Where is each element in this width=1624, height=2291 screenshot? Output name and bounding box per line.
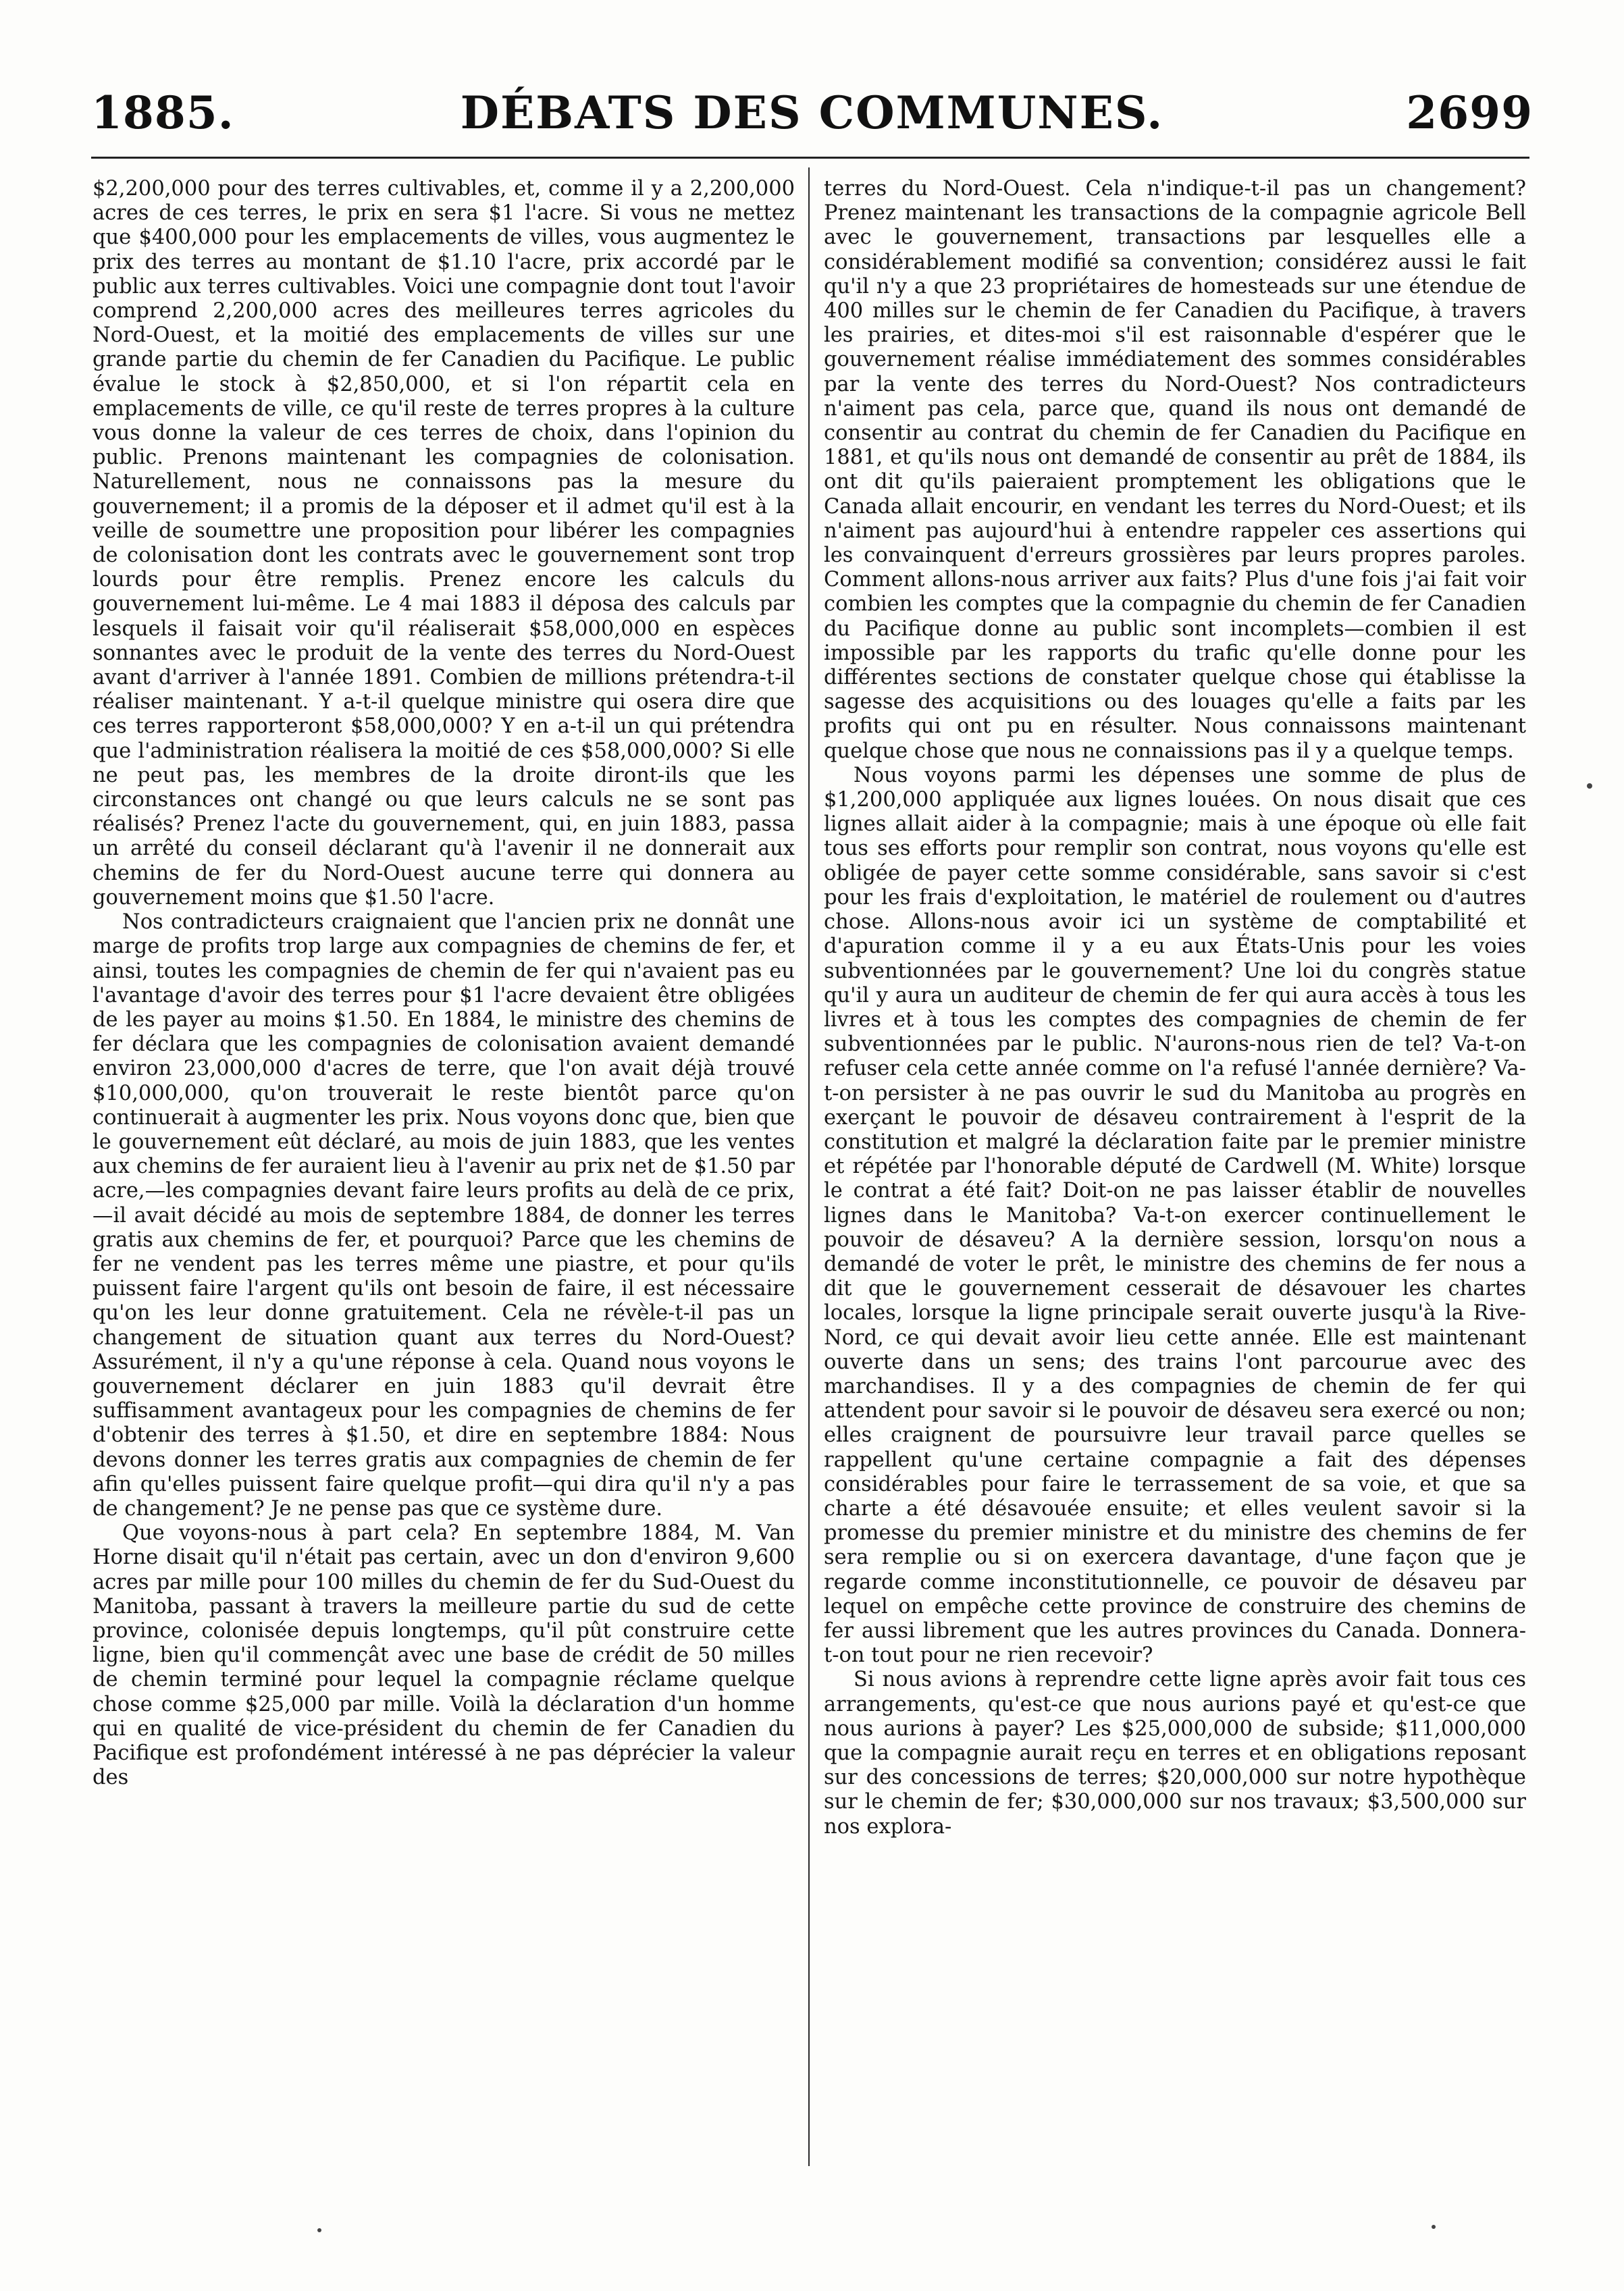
right-column: [824, 177, 1526, 1839]
right-paragraph-2: Nous voyons parmi les dépenses une somme de plus de $1,200,000 appliquée aux lignes louées. On nous disait que ces lignes allait aider à la compagnie; mais à une époque où elle fait tous ses efforts pour remplir son contrat, nous voyons qu'elle est obligée de payer cette somme considérable, sans savoir si c'est pour les frais d'exploitation, le matériel de roulement ou d'autres chose. Allons-nous avoir ici un système de comptabilité et d'apuration comme il y a eu aux États-Unis pour les voies subventionnées par le gouvernement? Une loi du congrès statue qu'il y aura un auditeur de chemin de fer qui aura accès à tous les livres et à tous les comptes des compagnies de chemin de fer subventionnées par le public. N'aurons-nous rien de tel? Va-t-on refuser cela cette année comme on l'a refusé l'année dernière? Va-t-on persister à ne pas ouvrir le sud du Manitoba au progrès en exerçant le pouvoir de désaveu contrairement à l'esprit de la constitution et malgré la déclaration faite par le premier ministre et répétée par l'honorable député de Cardwell (M. White) lorsque le contrat a été fait? Doit-on ne pas laisser établir de nouvelles lignes dans le Manitoba? Va-t-on exercer continuellement le pouvoir de désaveu? A la dernière session, lorsqu'on nous a demandé de voter le prêt, le ministre des chemins de fer nous a dit que le gouvernement cesserait de désavouer les chartes locales, lorsque la ligne principale serait ouverte jusqu'à la Rive-Nord, ce qui devait avoir lieu cette année. Elle est maintenant ouverte dans un sens; des trains l'ont parcourue avec des marchandises. Il y a des compagnies de chemin de fer qui attendent pour savoir si le pouvoir de désaveu sera exercé ou non; elles craignent de poursuivre leur travail parce quelles se rappellent qu'une certaine compagnie a fait des dépenses considérables pour faire le terrassement de sa voie, et que sa charte a été désavouée ensuite; et elles veulent savoir si la promesse du premier ministre et du ministre des chemins de fer sera remplie ou si on exercera davantage, d'une façon que je regarde comme inconstitutionnelle, ce pouvoir de désaveu par lequel on empêche cette province de construire des chemins de fer aussi librement que les autres provinces du Canada. Donnera-t-on tout pour ne rien recevoir?: [824, 763, 1526, 1668]
header-page-number: 2699: [1406, 86, 1533, 139]
scan-speck: [317, 2228, 321, 2232]
header-rule: [91, 157, 1529, 159]
left-column: [93, 177, 795, 1790]
scan-speck: [1587, 783, 1592, 789]
header-title: DÉBATS DES COMMUNES.: [460, 86, 1164, 139]
running-header: [91, 86, 1533, 147]
scan-speck: [1432, 2225, 1436, 2229]
right-paragraph-1: terres du Nord-Ouest. Cela n'indique-t-il pas un changement? Prenez maintenant les transactions de la compagnie agricole Bell avec le gouvernement, transactions par lesquelles elle a considérablement modifié sa convention; considérez aussi le fait qu'il n'y a que 23 propriétaires de homesteads sur une étendue de 400 milles sur le chemin de fer Canadien du Pacifique, à travers les prairies, et dites-moi s'il est raisonnable d'espérer que le gouvernement réalise immédiatement des sommes considérables par la vente des terres du Nord-Ouest? Nos contradicteurs n'aiment pas cela, parce que, quand ils nous ont demandé de consentir au contrat du chemin de fer Canadien du Pacifique en 1881, et qu'ils nous ont demandé de consentir au prêt de 1884, ils ont dit qu'ils paieraient promptement les obligations que le Canada allait encourir, en vendant les terres du Nord-Ouest; et ils n'aiment pas aujourd'hui à entendre rappeler ces assertions qui les convainquent d'erreurs grossières par leurs propres paroles. Comment allons-nous arriver aux faits? Plus d'une fois j'ai fait voir combien les comptes que la compagnie du chemin de fer Canadien du Pacifique donne au public sont incomplets—combien il est impossible par les rapports du trafic qu'elle donne pour les différentes sections de constater quelque chose qui établisse la sagesse des acquisitions ou des louages qu'elle a faits par les profits qui ont pu en résulter. Nous connaissons maintenant quelque chose que nous ne connaissions pas il y a quelque temps.: [824, 177, 1526, 763]
left-paragraph-3: Que voyons-nous à part cela? En septembre 1884, M. Van Horne disait qu'il n'était pas certain, avec un don d'environ 9,600 acres par mille pour 100 milles du chemin de fer du Sud-Ouest du Manitoba, passant à travers la meilleure partie du sud de cette province, colonisée depuis longtemps, qu'il pût construire cette ligne, bien qu'il commençât avec une base de crédit de 50 milles de chemin terminé pour lequel la compagnie réclame quelque chose comme $25,000 par mille. Voilà la déclaration d'un homme qui en qualité de vice-président du chemin de fer Canadien du Pacifique est profondément intéressé à ne pas déprécier la valeur des: [93, 1521, 795, 1790]
left-paragraph-2: Nos contradicteurs craignaient que l'ancien prix ne donnât une marge de profits trop large aux compagnies de chemins de fer, et ainsi, toutes les compagnies de chemin de fer qui n'avaient pas eu l'avantage d'avoir des terres pour $1 l'acre devaient être obligées de les payer au moins $1.50. En 1884, le ministre des chemins de fer déclara que les compagnies de colonisation avaient demandé environ 23,000,000 d'acres de terre, que l'on avait déjà trouvé $10,000,000, qu'on trouverait le reste bientôt parce qu'on continuerait à augmenter les prix. Nous voyons donc que, bien que le gouvernement eût déclaré, au mois de juin 1883, que les ventes aux chemins de fer auraient lieu à l'avenir au prix net de $1.50 par acre,—les compagnies devant faire leurs profits au delà de ce prix,—il avait décidé au mois de septembre 1884, de donner les terres gratis aux chemins de fer, et pourquoi? Parce que les chemins de fer ne vendent pas les terres même une piastre, et pour qu'ils puissent faire l'argent qu'ils ont besoin de faire, il est nécessaire qu'on les leur donne gratuitement. Cela ne révèle-t-il pas un changement de situation quant aux terres du Nord-Ouest? Assurément, il n'y a qu'une réponse à cela. Quand nous voyons le gouvernement déclarer en juin 1883 qu'il devrait être suffisamment avantageux pour les compagnies de chemins de fer d'obtenir des terres à $1.50, et dire en septembre 1884: Nous devons donner les terres gratis aux compagnies de chemin de fer afin qu'elles puissent faire quelque profit—qui dira qu'il n'y a pas de changement? Je ne pense pas que ce système dure.: [93, 910, 795, 1521]
left-paragraph-1: $2,200,000 pour des terres cultivables, et, comme il y a 2,200,000 acres de ces terres, le prix en sera $1 l'acre. Si vous ne mettez que $400,000 pour les emplacements de villes, vous augmentez le prix des terres au montant de $1.10 l'acre, prix accordé par le public aux terres cultivables. Voici une compagnie dont tout l'avoir comprend 2,200,000 acres des meilleures terres agricoles du Nord-Ouest, et la moitié des emplacements de villes sur une grande partie du chemin de fer Canadien du Pacifique. Le public évalue le stock à $2,850,000, et si l'on répartit cela en emplacements de ville, ce qu'il reste de terres propres à la culture vous donne la valeur de ces terres de choix, dans l'opinion du public. Prenons maintenant les compagnies de colonisation. Naturellement, nous ne connaissons pas la mesure du gouvernement; il a promis de la déposer et il admet qu'il est à la veille de soumettre une proposition pour libérer les compagnies de colonisation dont les contrats avec le gouvernement sont trop lourds pour être remplis. Prenez encore les calculs du gouvernement lui-même. Le 4 mai 1883 il déposa des calculs par lesquels il faisait voir qu'il réaliserait $58,000,000 en espèces sonnantes avec le produit de la vente des terres du Nord-Ouest avant d'arriver à l'année 1891. Combien de millions prétendra-t-il réaliser maintenant. Y a-t-il quelque ministre qui osera dire que ces terres rapporteront $58,000,000? Y en a-t-il un qui prétendra que l'administration réalisera la moitié de ces $58,000,000? Si elle ne peut pas, les membres de la droite diront-ils que les circonstances ont changé ou que leurs calculs ne se sont pas réalisés? Prenez l'acte du gouvernement, qui, en juin 1883, passa un arrêté du conseil déclarant qu'à l'avenir il ne donnerait aux chemins de fer du Nord-Ouest aucune terre qui donnera au gouvernement moins que $1.50 l'acre.: [93, 177, 795, 910]
column-divider: [808, 167, 810, 2166]
right-paragraph-3: Si nous avions à reprendre cette ligne après avoir fait tous ces arrangements, qu'est-ce que nous aurions payé et qu'est-ce que nous aurions à payer? Les $25,000,000 de subside; $11,000,000 que la compagnie aurait reçu en terres et en obligations reposant sur des concessions de terres; $20,000,000 sur notre hypothèque sur le chemin de fer; $30,000,000 sur nos travaux; $3,500,000 sur nos explora-: [824, 1668, 1526, 1839]
header-year: 1885.: [91, 86, 234, 139]
